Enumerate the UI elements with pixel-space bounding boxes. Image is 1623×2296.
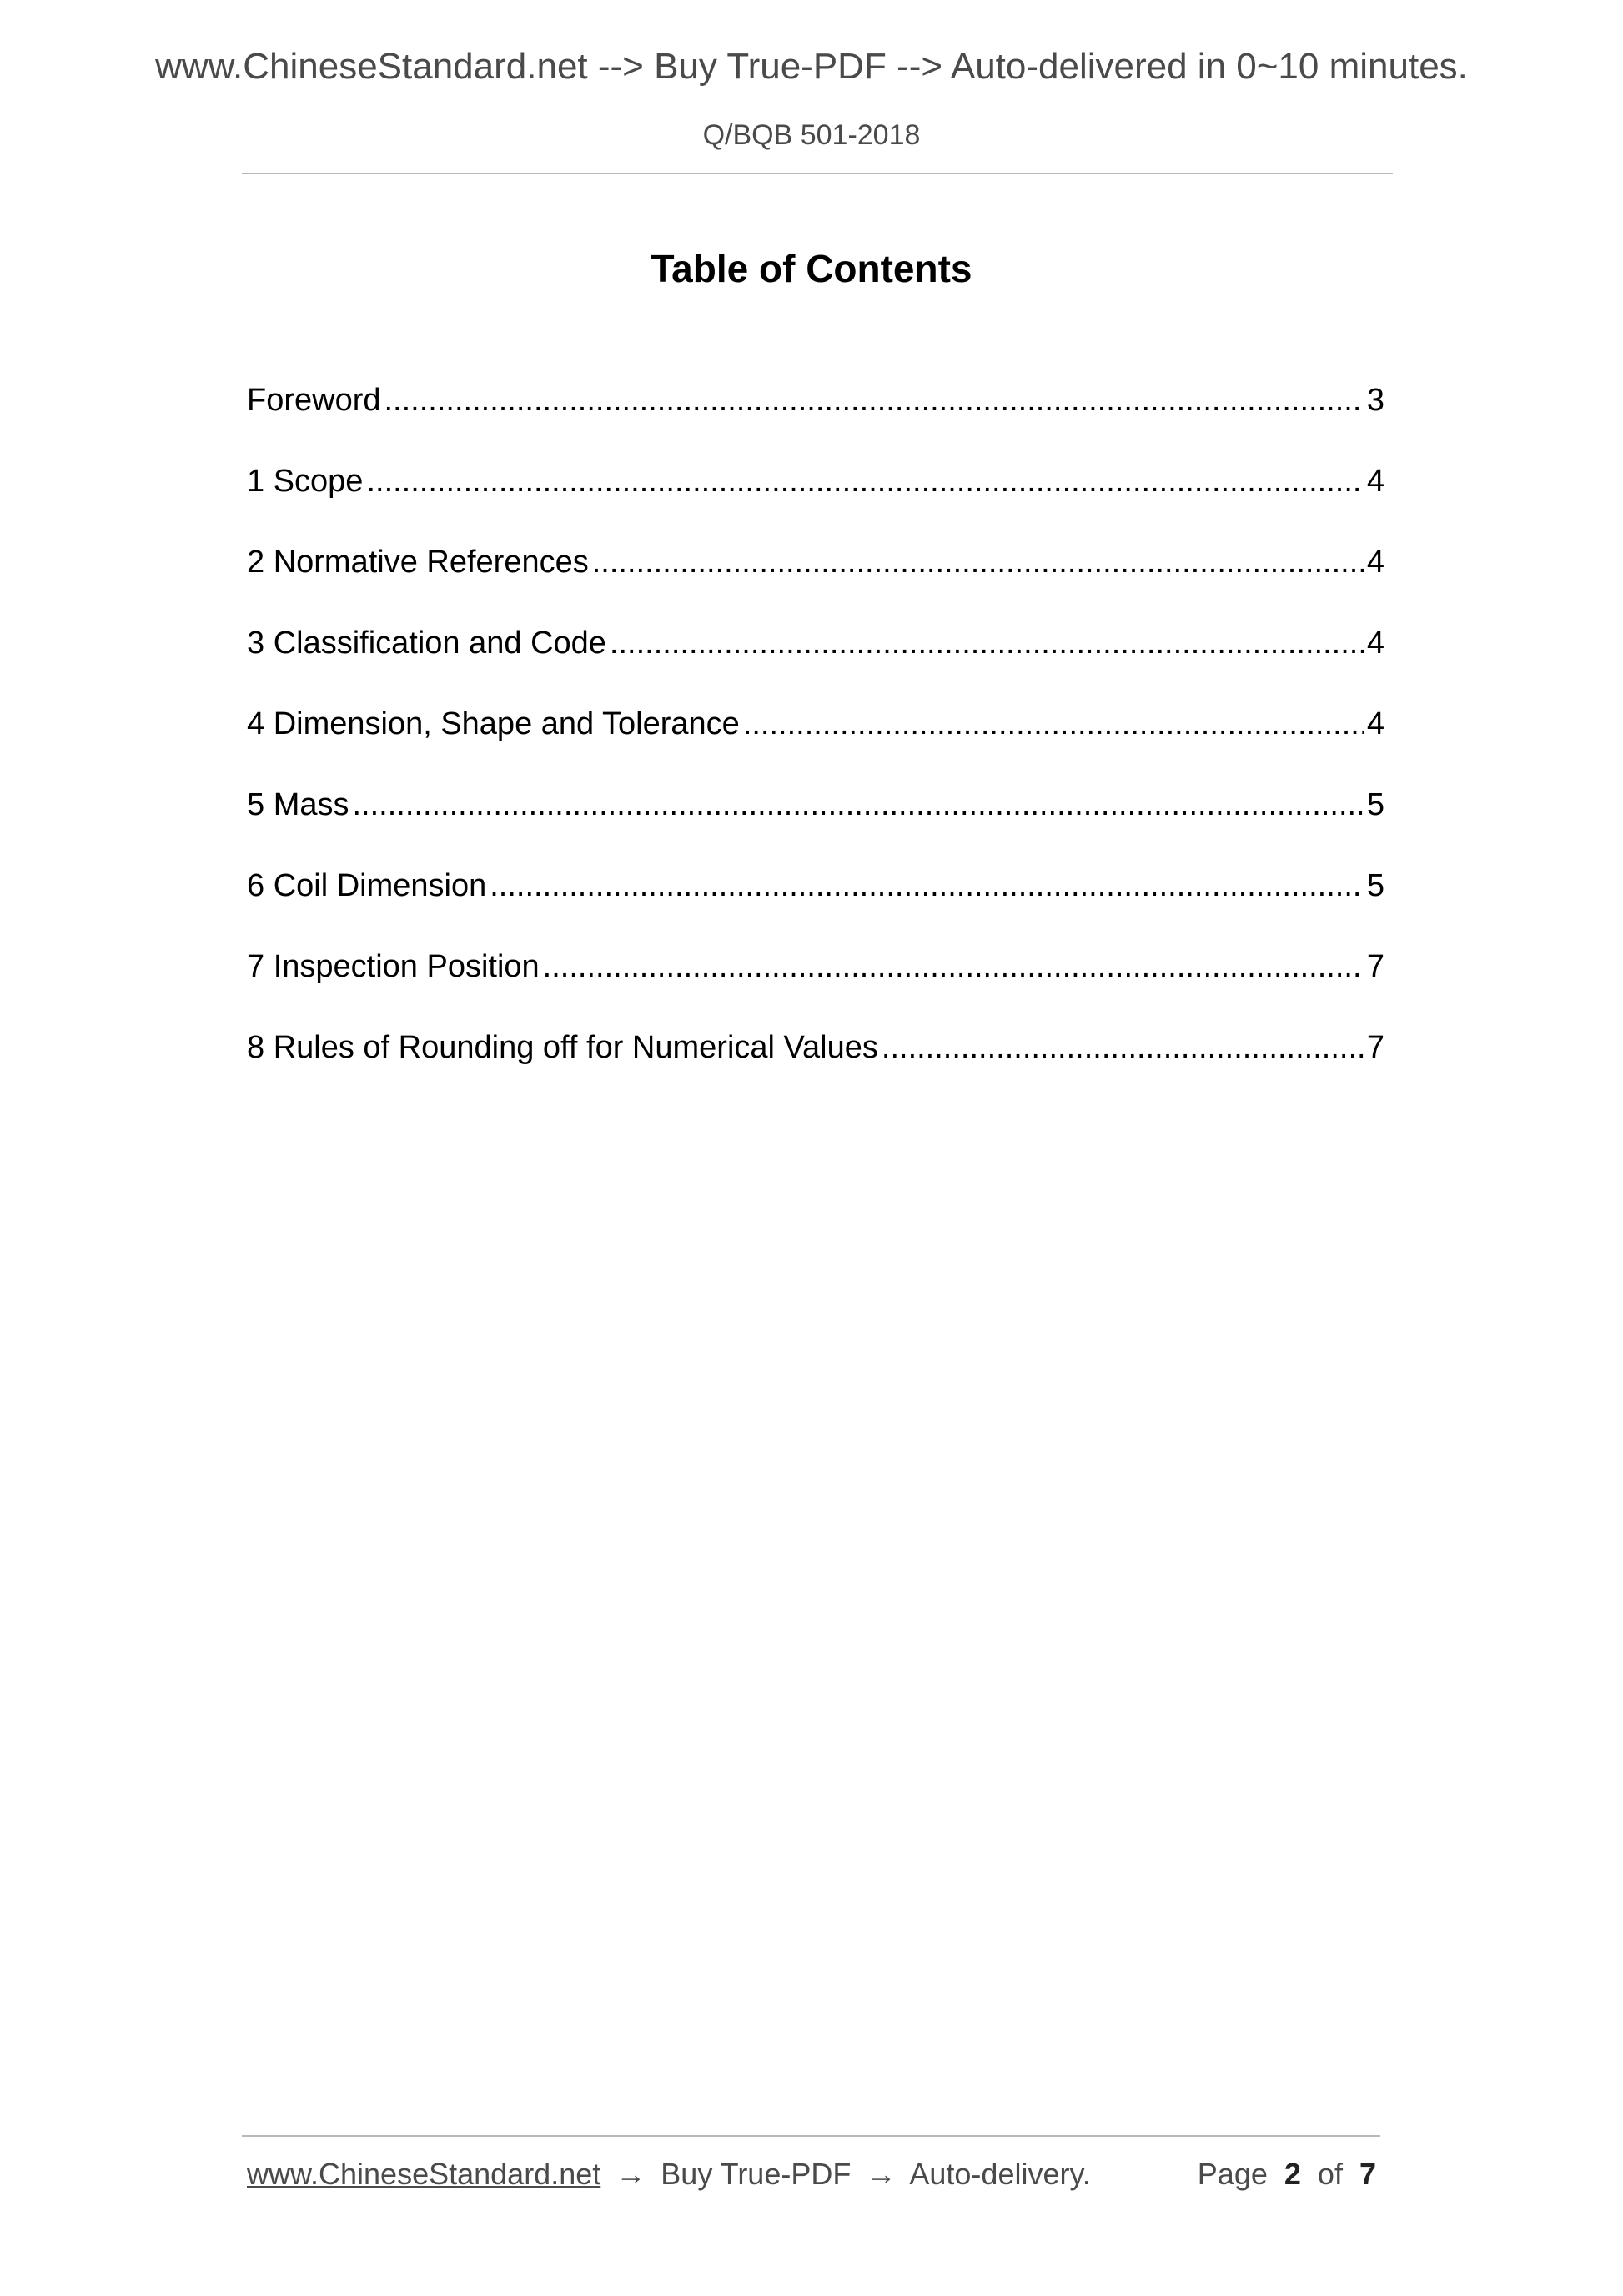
toc-entry-mass[interactable] xyxy=(247,784,1384,865)
arrow-right-icon: → xyxy=(866,2157,897,2191)
dot-leader xyxy=(366,460,1363,502)
page-current: 2 xyxy=(1284,2157,1301,2191)
toc-entry-page: 5 xyxy=(1366,787,1384,822)
toc-entry-page: 4 xyxy=(1366,464,1384,499)
dot-leader xyxy=(592,541,1364,583)
toc-entry-page: 5 xyxy=(1366,868,1384,903)
dot-leader xyxy=(352,784,1363,826)
toc-entry-inspection-position[interactable] xyxy=(247,946,1384,1027)
toc-entry-label: 5 Mass xyxy=(247,787,349,822)
toc-entry-label: 4 Dimension, Shape and Tolerance xyxy=(247,706,740,741)
toc-entry-dimension-shape-tolerance[interactable] xyxy=(247,703,1384,784)
page-total: 7 xyxy=(1359,2157,1376,2191)
footer-buy-text: Buy True-PDF xyxy=(661,2157,852,2191)
dot-leader xyxy=(882,1027,1364,1068)
toc-entry-page: 4 xyxy=(1366,545,1384,580)
table-of-contents xyxy=(247,379,1384,1108)
toc-entry-coil-dimension[interactable] xyxy=(247,865,1384,946)
toc-entry-label: 7 Inspection Position xyxy=(247,949,540,984)
toc-entry-page: 4 xyxy=(1366,625,1384,661)
toc-entry-rules-of-rounding[interactable] xyxy=(247,1027,1384,1108)
toc-entry-label: 1 Scope xyxy=(247,464,364,499)
dot-leader xyxy=(743,703,1364,745)
document-code: Q/BQB 501-2018 xyxy=(702,119,921,151)
arrow-right-icon: → xyxy=(616,2157,646,2191)
footer-website-link[interactable]: www.ChineseStandard.net xyxy=(247,2157,601,2191)
toc-title: Table of Contents xyxy=(651,247,972,290)
page-footer xyxy=(247,2153,1381,2195)
footer-delivery-text: Auto-delivery. xyxy=(909,2157,1091,2191)
toc-entry-page: 4 xyxy=(1366,706,1384,741)
dot-leader xyxy=(490,865,1364,907)
toc-entry-page: 7 xyxy=(1366,949,1384,984)
page-indicator xyxy=(1198,2153,1376,2195)
dot-leader xyxy=(543,946,1364,987)
toc-entry-classification-and-code[interactable] xyxy=(247,622,1384,703)
toc-entry-label: Foreword xyxy=(247,383,381,418)
toc-entry-label: 2 Normative References xyxy=(247,545,589,580)
header-divider xyxy=(242,173,1393,174)
dot-leader xyxy=(384,379,1364,421)
toc-entry-label: 6 Coil Dimension xyxy=(247,868,487,903)
header-banner: www.ChineseStandard.net --> Buy True-PDF --> Auto-delivered in 0~10 minutes. xyxy=(155,46,1468,87)
toc-entry-label: 8 Rules of Rounding off for Numerical Values xyxy=(247,1030,878,1065)
toc-entry-page: 3 xyxy=(1366,383,1384,418)
page-of: of xyxy=(1317,2157,1343,2191)
footer-divider xyxy=(242,2135,1380,2137)
toc-entry-normative-references[interactable] xyxy=(247,541,1384,622)
toc-entry-scope[interactable] xyxy=(247,460,1384,541)
toc-entry-label: 3 Classification and Code xyxy=(247,625,606,661)
dot-leader xyxy=(610,622,1364,664)
toc-entry-page: 7 xyxy=(1366,1030,1384,1065)
page-label: Page xyxy=(1197,2157,1268,2191)
toc-entry-foreword[interactable] xyxy=(247,379,1384,460)
